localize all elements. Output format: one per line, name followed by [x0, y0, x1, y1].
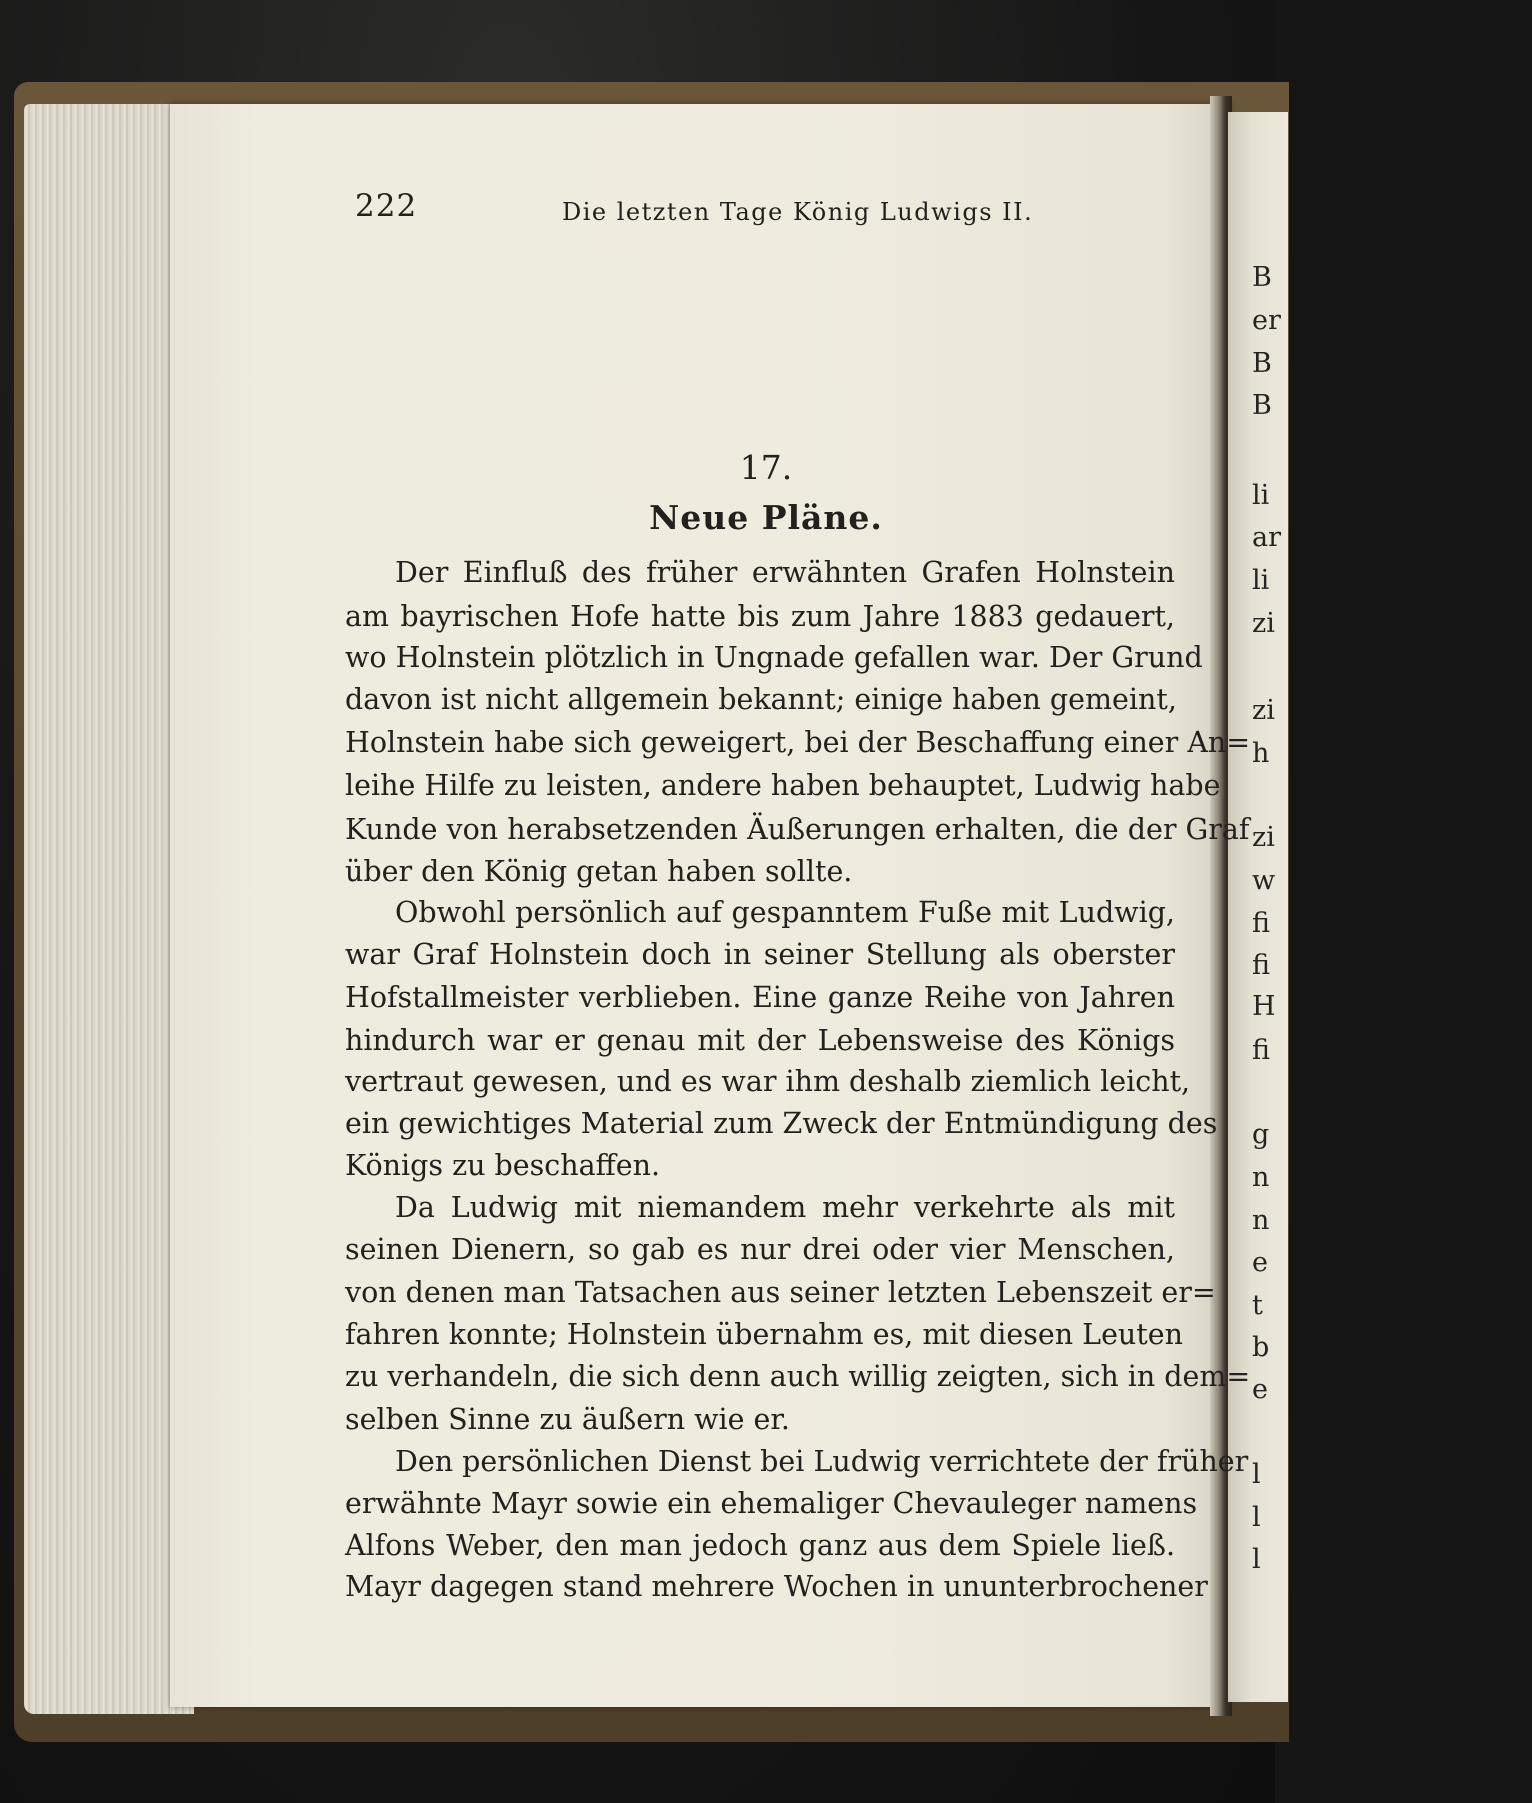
text-line: Kunde von herabsetzenden Äußerungen erhalten, die der Graf	[345, 813, 1250, 846]
right-page-fragment: e	[1252, 1374, 1268, 1405]
right-page-fragment: B	[1252, 348, 1272, 379]
right-page-fragment: l	[1252, 1502, 1261, 1533]
right-page-fragment: er	[1252, 305, 1281, 336]
right-page-fragment: t	[1252, 1290, 1263, 1321]
text-line: erwähnte Mayr sowie ein ehemaliger Chevauleger namens	[345, 1487, 1198, 1520]
running-head: Die letzten Tage König Ludwigs II.	[562, 198, 1034, 226]
text-line: Königs zu beschaffen.	[345, 1149, 661, 1182]
right-page-fragment: n	[1252, 1162, 1270, 1193]
right-page-fragment: n	[1252, 1205, 1270, 1236]
right-page-fragment: zi	[1252, 695, 1275, 726]
text-line: Obwohl persönlich auf gespanntem Fuße mit Ludwig,	[395, 896, 1175, 929]
right-page-fragment: H	[1252, 991, 1276, 1022]
right-page-fragment: l	[1252, 1459, 1261, 1490]
text-line: seinen Dienern, so gab es nur drei oder vier Menschen,	[345, 1233, 1175, 1266]
right-page-fragment: fi	[1252, 908, 1271, 939]
text-line: von denen man Tatsachen aus seiner letzten Lebenszeit er=	[345, 1276, 1216, 1309]
right-page-fragment: h	[1252, 738, 1270, 769]
text-line: ein gewichtiges Material zum Zweck der Entmündigung des	[345, 1107, 1218, 1140]
text-line: Hofstallmeister verblieben. Eine ganze Reihe von Jahren	[345, 981, 1175, 1014]
right-page-fragment: b	[1252, 1332, 1270, 1363]
text-line: Der Einfluß des früher erwähnten Grafen Holnstein	[395, 556, 1175, 589]
text-line: wo Holnstein plötzlich in Ungnade gefallen war. Der Grund	[345, 641, 1203, 674]
right-page-fragment: li	[1252, 565, 1270, 596]
right-page-fragment: fi	[1252, 1035, 1271, 1066]
text-line: davon ist nicht allgemein bekannt; einige haben gemeint,	[345, 683, 1177, 716]
text-line: Holnstein habe sich geweigert, bei der Beschaffung einer An=	[345, 726, 1251, 759]
text-line: am bayrischen Hofe hatte bis zum Jahre 1883 gedauert,	[345, 600, 1175, 633]
text-line: leihe Hilfe zu leisten, andere haben behauptet, Ludwig habe	[345, 769, 1221, 802]
right-page-fragment: B	[1252, 390, 1272, 421]
right-page-fragment: l	[1252, 1544, 1261, 1575]
page-number: 222	[355, 188, 418, 224]
chapter-title: Neue Pläne.	[649, 498, 883, 537]
right-page-fragment: B	[1252, 262, 1272, 293]
right-page-fragment: g	[1252, 1119, 1270, 1150]
text-line: vertraut gewesen, und es war ihm deshalb ziemlich leicht,	[345, 1065, 1191, 1098]
text-line: fahren konnte; Holnstein übernahm es, mit diesen Leuten	[345, 1318, 1183, 1351]
right-page-fragment: zi	[1252, 608, 1275, 639]
right-page-fragment: ar	[1252, 522, 1282, 553]
chapter-number: 17.	[739, 448, 793, 487]
right-page-fragment: fi	[1252, 950, 1271, 981]
text-line: über den König getan haben sollte.	[345, 855, 853, 888]
text-line: hindurch war er genau mit der Lebensweise des Königs	[345, 1024, 1175, 1057]
text-line: Mayr dagegen stand mehrere Wochen in ununterbrochener	[345, 1570, 1208, 1603]
right-page-fragment: e	[1252, 1247, 1268, 1278]
text-line: war Graf Holnstein doch in seiner Stellung als oberster	[345, 938, 1175, 971]
right-page-fragment: zi	[1252, 822, 1275, 853]
right-page-fragment: w	[1252, 865, 1276, 896]
text-line: zu verhandeln, die sich denn auch willig zeigten, sich in dem=	[345, 1360, 1251, 1393]
text-line: selben Sinne zu äußern wie er.	[345, 1403, 790, 1436]
text-line: Alfons Weber, den man jedoch ganz aus dem Spiele ließ.	[345, 1529, 1175, 1562]
right-page-fragment: li	[1252, 480, 1270, 511]
text-line: Da Ludwig mit niemandem mehr verkehrte als mit	[395, 1191, 1175, 1224]
text-line: Den persönlichen Dienst bei Ludwig verrichtete der früher	[395, 1445, 1249, 1478]
